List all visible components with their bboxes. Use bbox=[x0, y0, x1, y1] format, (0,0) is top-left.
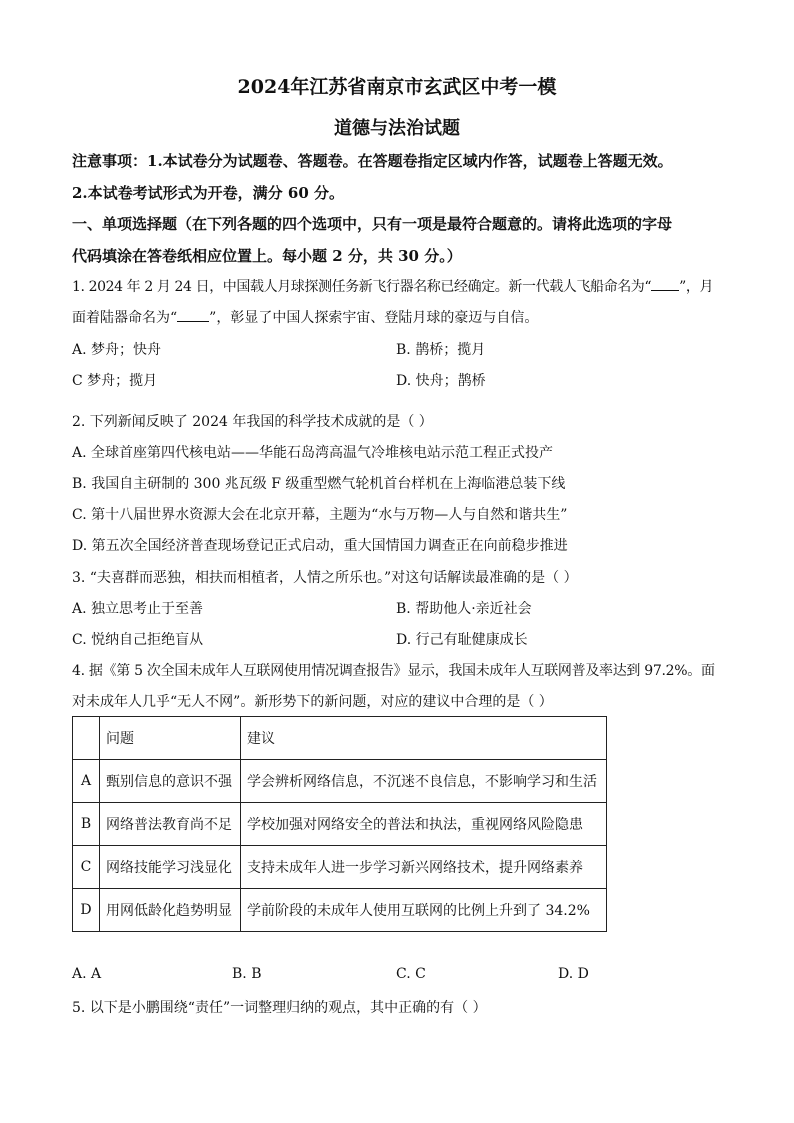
table-cell-problem: 网络技能学习浅显化 bbox=[100, 846, 241, 889]
table-header-cell: 建议 bbox=[241, 717, 607, 760]
table-row bbox=[73, 803, 607, 846]
q3-stem: 3. “夫喜群而恶独，相扶而相植者，人情之所乐也。”对这句话解读最准确的是（ ） bbox=[72, 570, 578, 586]
notice-line-2: 2.本试卷考试形式为开卷，满分 60 分。 bbox=[72, 184, 344, 202]
table-row bbox=[73, 760, 607, 803]
q1-stem-line-1 bbox=[72, 276, 713, 296]
table-row bbox=[73, 889, 607, 932]
q1-stem-text-b: ”，月 bbox=[679, 279, 714, 295]
q4-table bbox=[72, 716, 607, 932]
table-header-row bbox=[73, 717, 607, 760]
q1-option-c[interactable]: C 梦舟；揽月 bbox=[72, 373, 158, 389]
q1-option-d[interactable]: D. 快舟；鹊桥 bbox=[396, 373, 486, 389]
section-1-heading-line-2: 代码填涂在答卷纸相应位置上。每小题 2 分，共 30 分。） bbox=[72, 247, 462, 265]
q4-option-c[interactable]: C. C bbox=[396, 966, 426, 982]
q4-stem-line-2: 对未成年人几乎“无人不网”。新形势下的新问题，对应的建议中合理的是（ ） bbox=[72, 694, 553, 710]
q2-option-b[interactable]: B. 我国自主研制的 300 兆瓦级 F 级重型燃气轮机首台样机在上海临港总装下线 bbox=[72, 476, 566, 492]
table-cell-suggestion: 支持未成年人进一步学习新兴网络技术，提升网络素养 bbox=[241, 846, 607, 889]
q4-option-a[interactable]: A. A bbox=[72, 966, 102, 982]
q1-stem-line-2 bbox=[72, 307, 538, 327]
q3-option-b[interactable]: B. 帮助他人·亲近社会 bbox=[396, 601, 532, 617]
table-cell-suggestion: 学校加强对网络安全的普法和执法，重视网络风险隐患 bbox=[241, 803, 607, 846]
q3-option-a[interactable]: A. 独立思考止于至善 bbox=[72, 601, 204, 617]
q2-option-c[interactable]: C. 第十八届世界水资源大会在北京开幕，主题为“水与万物—人与自然和谐共生” bbox=[72, 507, 568, 523]
notice-line-1: 注意事项：1.本试卷分为试题卷、答题卷。在答题卷指定区域内作答，试题卷上答题无效。 bbox=[72, 152, 673, 170]
q1-option-a[interactable]: A. 梦舟；快舟 bbox=[72, 342, 162, 358]
exam-subtitle: 道德与法治试题 bbox=[334, 118, 460, 139]
table-cell-letter: C bbox=[73, 846, 100, 889]
q1-option-b[interactable]: B. 鹊桥；揽月 bbox=[396, 342, 486, 358]
table-cell-suggestion: 学前阶段的未成年人使用互联网的比例上升到了 34.2% bbox=[241, 889, 607, 932]
table-cell-letter: D bbox=[73, 889, 100, 932]
table-row bbox=[73, 846, 607, 889]
q1-blank-2 bbox=[177, 308, 209, 322]
exam-title: 2024年江苏省南京市玄武区中考一模 bbox=[237, 76, 557, 98]
q2-option-d[interactable]: D. 第五次全国经济普查现场登记正式启动，重大国情国力调查正在向前稳步推进 bbox=[72, 538, 568, 554]
q4-stem-line-1: 4. 据《第 5 次全国未成年人互联网使用情况调查报告》显示，我国未成年人互联网普及率达到 97.2%。面 bbox=[72, 663, 715, 679]
table-header-cell bbox=[73, 717, 100, 760]
q5-stem: 5. 以下是小鹏围绕“责任”一词整理归纳的观点，其中正确的有（ ） bbox=[72, 1000, 487, 1016]
q4-option-d[interactable]: D. D bbox=[558, 966, 589, 982]
q2-stem: 2. 下列新闻反映了 2024 年我国的科学技术成就的是（ ） bbox=[72, 414, 433, 430]
q1-stem-text-c: 面着陆器命名为“ bbox=[72, 310, 178, 326]
table-cell-problem: 用网低龄化趋势明显 bbox=[100, 889, 241, 932]
table-header-cell: 问题 bbox=[100, 717, 241, 760]
q1-blank-1 bbox=[651, 277, 679, 291]
q2-option-a[interactable]: A. 全球首座第四代核电站——华能石岛湾高温气冷堆核电站示范工程正式投产 bbox=[72, 445, 554, 461]
q3-option-d[interactable]: D. 行己有耻健康成长 bbox=[396, 632, 528, 648]
q1-stem-text-a: 1. 2024 年 2 月 24 日，中国载人月球探测任务新飞行器名称已经确定。新一代载人飞船命名为“ bbox=[72, 279, 652, 295]
q1-stem-text-d: ”，彰显了中国人探索宇宙、登陆月球的豪迈与自信。 bbox=[209, 310, 539, 326]
section-1-heading-line-1: 一、单项选择题（在下列各题的四个选项中，只有一项是最符合题意的。请将此选项的字母 bbox=[72, 215, 673, 233]
table-cell-problem: 网络普法教育尚不足 bbox=[100, 803, 241, 846]
table-cell-letter: B bbox=[73, 803, 100, 846]
q4-option-b[interactable]: B. B bbox=[232, 966, 262, 982]
table-cell-suggestion: 学会辨析网络信息，不沉迷不良信息，不影响学习和生活 bbox=[241, 760, 607, 803]
table-cell-letter: A bbox=[73, 760, 100, 803]
table-cell-problem: 甄别信息的意识不强 bbox=[100, 760, 241, 803]
q3-option-c[interactable]: C. 悦纳自己拒绝盲从 bbox=[72, 632, 204, 648]
